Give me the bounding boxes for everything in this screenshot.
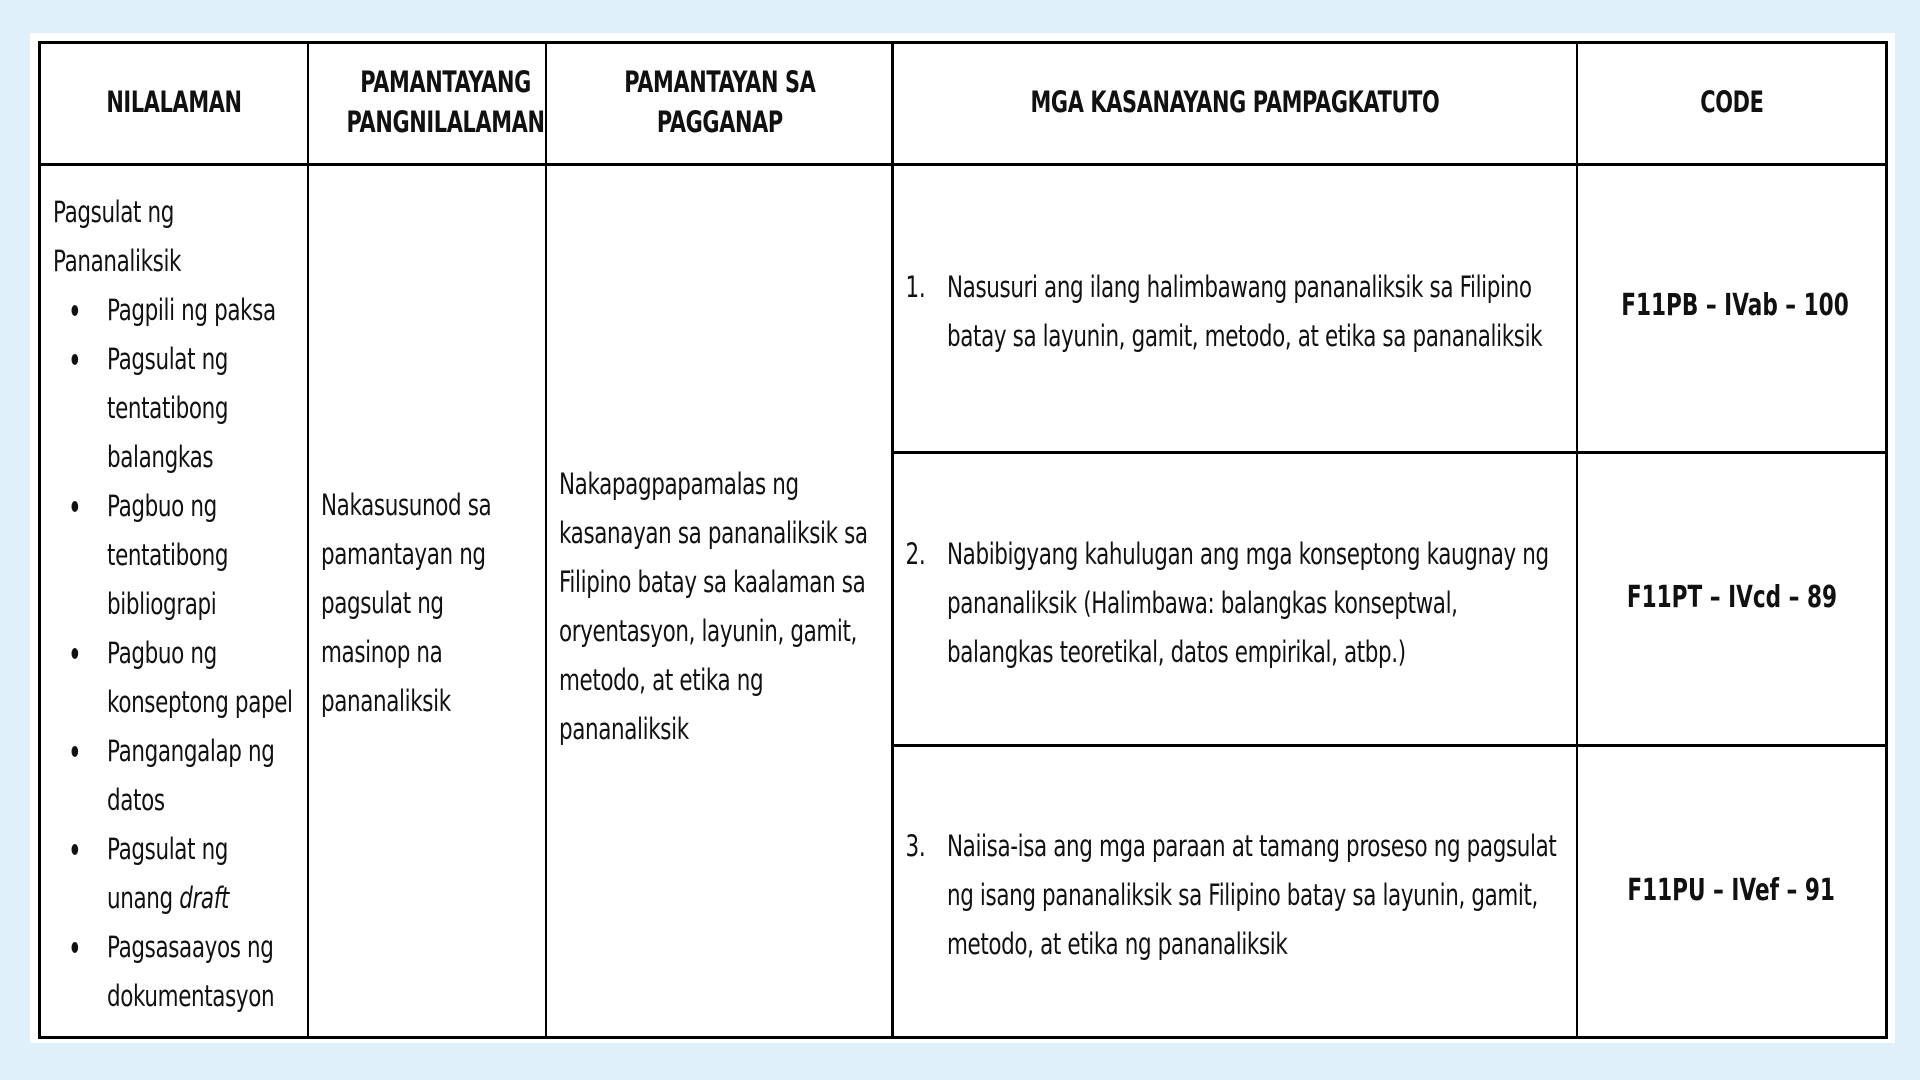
kasanayan-item-2 bbox=[905, 530, 1549, 677]
cell-text: Nakapagpapamalas ng bbox=[559, 467, 799, 501]
cell-text: ng isang pananaliksik sa Filipino batay sa layunin, gamit, bbox=[947, 878, 1539, 912]
bullet-icon bbox=[72, 501, 79, 512]
list-item-text: Pagsulat ng bbox=[107, 832, 229, 866]
list-item-text: konseptong papel bbox=[107, 685, 293, 719]
cell-text: Filipino batay sa kaalaman sa bbox=[559, 565, 866, 599]
pamantayan-sa-pagganap-cell bbox=[559, 460, 868, 754]
list-item-text: Pagpili ng paksa bbox=[107, 293, 276, 327]
cell-text: masinop na bbox=[321, 635, 443, 669]
list-item-text-part: unang bbox=[107, 881, 180, 915]
item-number: 3. bbox=[905, 829, 926, 863]
item-number: 1. bbox=[905, 270, 926, 304]
row-divider-1 bbox=[891, 451, 1888, 454]
header-label: PAMANTAYAN SA bbox=[623, 65, 816, 99]
list-item-text: bibliograpi bbox=[107, 587, 217, 621]
bullet-icon bbox=[72, 354, 79, 365]
cell-text: pananaliksik bbox=[559, 712, 689, 746]
cell-text: pananaliksik (Halimbawa: balangkas konseptwal, bbox=[947, 586, 1458, 620]
list-item-text: Pangangalap ng bbox=[107, 734, 275, 768]
code-cell-1 bbox=[1577, 288, 1886, 323]
list-item-text: Pagsulat ng bbox=[107, 342, 229, 376]
header-label: MGA KASANAYANG PAMPAGKATUTO bbox=[1030, 85, 1440, 119]
cell-text: pananaliksik bbox=[321, 684, 451, 718]
bullet-icon bbox=[72, 305, 79, 316]
list-item bbox=[107, 629, 293, 727]
list-item-text: tentatibong bbox=[107, 391, 229, 425]
code-cell-3 bbox=[1577, 873, 1886, 908]
cell-text: Nasusuri ang ilang halimbawang pananaliksik sa Filipino bbox=[947, 270, 1532, 304]
learning-code: F11PB – IVab – 100 bbox=[1621, 288, 1849, 323]
cell-text: metodo, at etika ng pananaliksik bbox=[947, 927, 1288, 961]
table-border-top bbox=[38, 41, 1888, 44]
cell-text: Nakasusunod sa bbox=[321, 488, 492, 522]
header-nilalaman bbox=[39, 82, 308, 122]
list-item bbox=[107, 923, 293, 1021]
cell-text: balangkas teoretikal, datos empirikal, atbp.) bbox=[947, 635, 1406, 669]
cell-text: metodo, at etika ng bbox=[559, 663, 764, 697]
nilalaman-cell bbox=[53, 188, 293, 1021]
bullet-icon bbox=[72, 746, 79, 757]
cell-text: oryentasyon, layunin, gamit, bbox=[559, 614, 858, 648]
list-item-text: tentatibong bbox=[107, 538, 229, 572]
list-item-text: Pagsasaayos ng bbox=[107, 930, 274, 964]
header-label: PANGNILALAMAN bbox=[346, 105, 545, 139]
column-divider-1 bbox=[307, 41, 309, 1039]
column-divider-2 bbox=[545, 41, 547, 1039]
list-item-text bbox=[107, 874, 293, 923]
list-item bbox=[107, 335, 293, 482]
list-item-text: Pagbuo ng bbox=[107, 636, 217, 670]
list-item-text: balangkas bbox=[107, 440, 214, 474]
header-pamantayang-pangnilalaman bbox=[308, 62, 546, 142]
learning-code: F11PU – IVef – 91 bbox=[1627, 873, 1836, 908]
pamantayang-pangnilalaman-cell bbox=[321, 481, 491, 726]
row-divider-2 bbox=[891, 744, 1888, 747]
table-border-bottom bbox=[38, 1036, 1888, 1039]
kasanayan-item-1 bbox=[905, 263, 1543, 361]
column-divider-3 bbox=[891, 41, 894, 1039]
learning-code: F11PT – IVcd – 89 bbox=[1626, 580, 1837, 615]
cell-text: Nabibigyang kahulugan ang mga konseptong kaugnay ng bbox=[947, 537, 1549, 571]
italic-term: draft bbox=[179, 881, 229, 915]
list-item-text: dokumentasyon bbox=[107, 979, 275, 1013]
list-item-text: Pagbuo ng bbox=[107, 489, 217, 523]
header-label: PAMANTAYANG bbox=[360, 65, 531, 99]
bullet-icon bbox=[72, 942, 79, 953]
cell-text: pagsulat ng bbox=[321, 586, 444, 620]
nilalaman-title: Pananaliksik bbox=[53, 244, 182, 278]
list-item bbox=[107, 727, 293, 825]
bullet-icon bbox=[72, 648, 79, 659]
cell-text: pamantayan ng bbox=[321, 537, 486, 571]
table-border-left bbox=[38, 41, 41, 1039]
header-divider bbox=[38, 163, 1888, 166]
header-label: CODE bbox=[1699, 85, 1764, 119]
list-item-text: datos bbox=[107, 783, 165, 817]
header-code bbox=[1577, 82, 1886, 122]
header-label: NILALAMAN bbox=[105, 85, 242, 119]
list-item bbox=[107, 825, 293, 923]
nilalaman-title: Pagsulat ng bbox=[53, 195, 175, 229]
list-item bbox=[107, 286, 293, 335]
cell-text: batay sa layunin, gamit, metodo, at etika sa pananaliksik bbox=[947, 319, 1543, 353]
cell-text: Naiisa-isa ang mga paraan at tamang proseso ng pagsulat bbox=[947, 829, 1557, 863]
header-pamantayan-sa-pagganap bbox=[546, 62, 893, 142]
code-cell-2 bbox=[1577, 580, 1886, 615]
header-mga-kasanayang-pampagkatuto bbox=[893, 82, 1577, 122]
list-item bbox=[107, 482, 293, 629]
header-label: PAGGANAP bbox=[656, 105, 783, 139]
cell-text: kasanayan sa pananaliksik sa bbox=[559, 516, 868, 550]
kasanayan-item-3 bbox=[905, 822, 1557, 969]
item-number: 2. bbox=[905, 537, 926, 571]
bullet-icon bbox=[72, 844, 79, 855]
